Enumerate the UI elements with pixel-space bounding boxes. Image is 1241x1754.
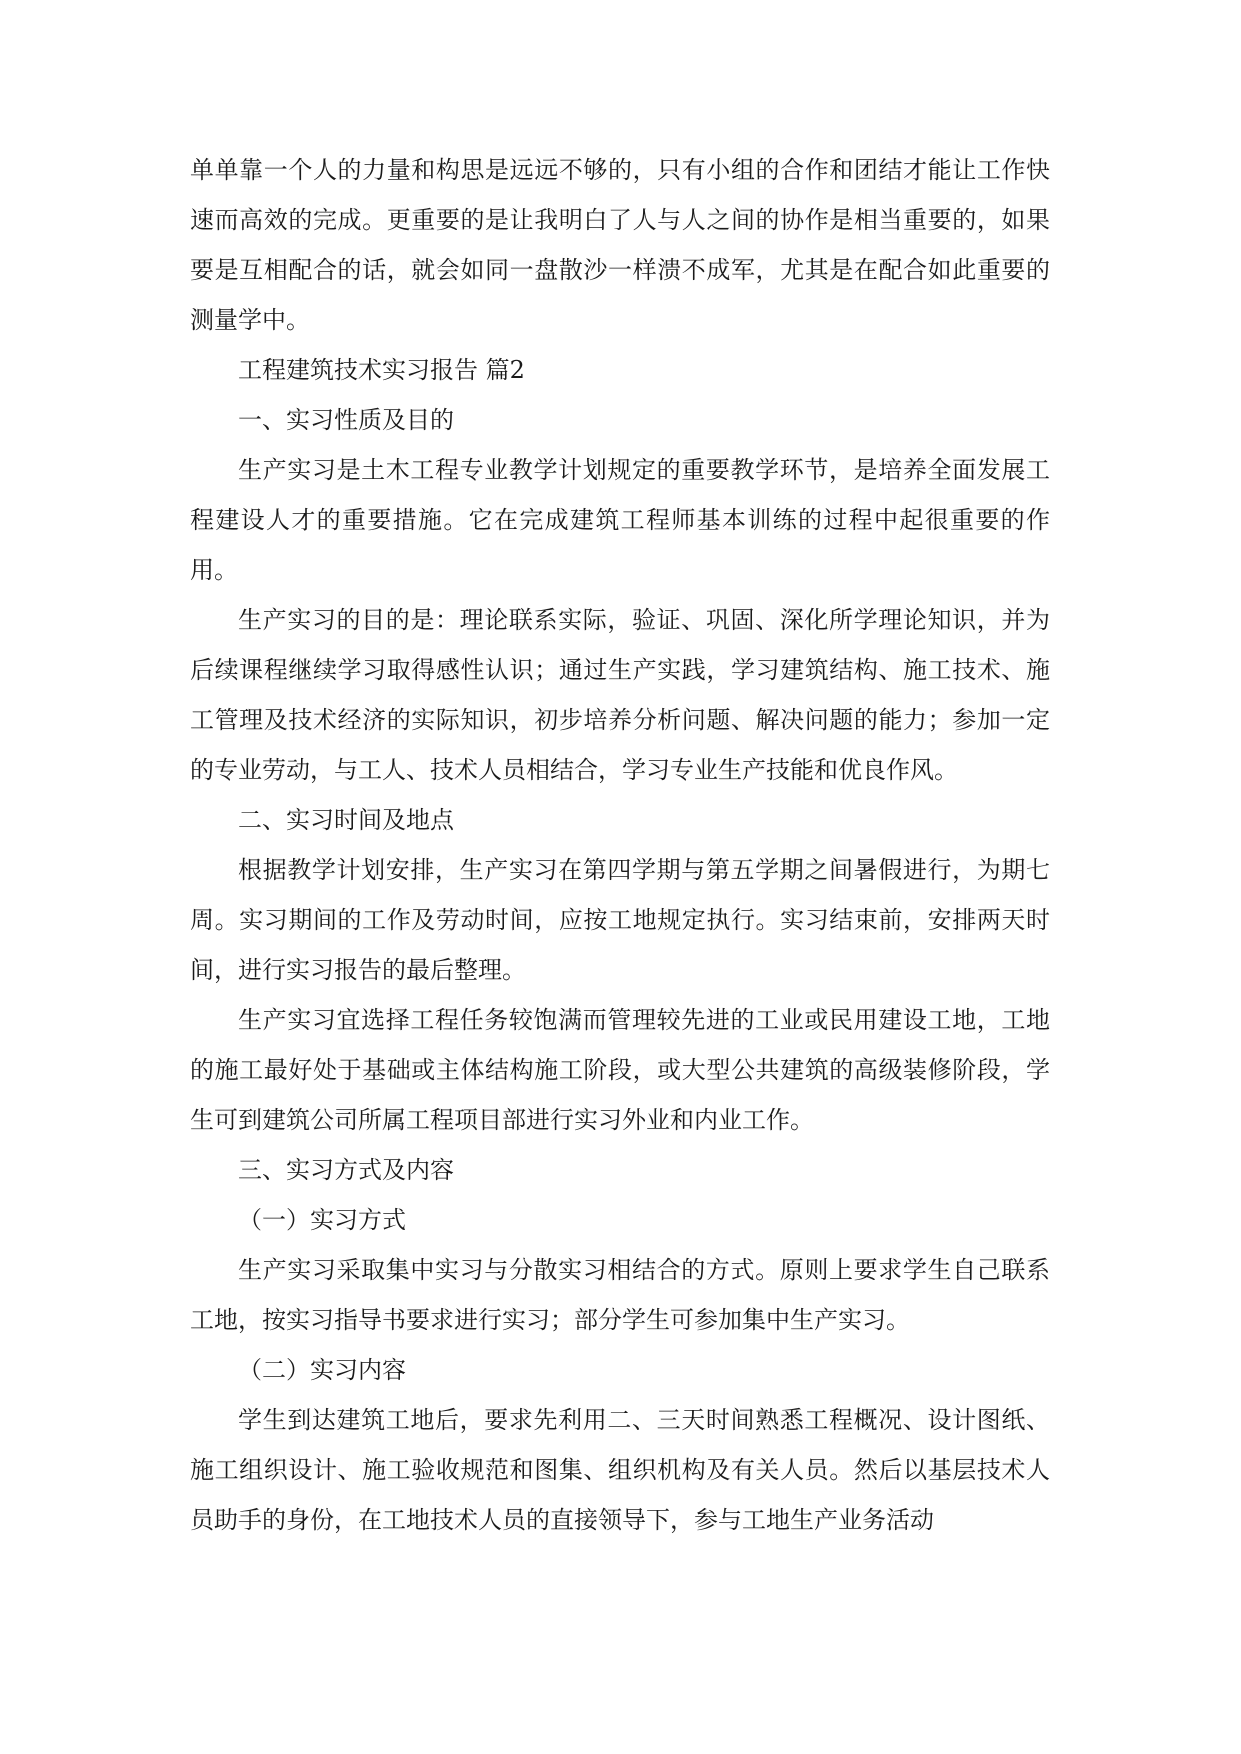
paragraph: 生产实习采取集中实习与分散实习相结合的方式。原则上要求学生自己联系工地，按实习指导书要求进行实习；部分学生可参加集中生产实习。	[190, 1256, 1050, 1334]
subsection-heading-2: （二）实习内容	[238, 1356, 406, 1384]
paragraph-continued: 单单靠一个人的力量和构思是远远不够的，只有小组的合作和团结才能让工作快速而高效的完成。更重要的是让我明白了人与人之间的协作是相当重要的，如果要是互相配合的话，就会如同一盘散沙一样溃不成军，尤其是在配合如此重要的测量学中。	[190, 156, 1050, 334]
section-heading-1: 一、实习性质及目的	[238, 406, 454, 434]
section-heading-3: 三、实习方式及内容	[238, 1156, 454, 1184]
paragraph: 根据教学计划安排，生产实习在第四学期与第五学期之间暑假进行，为期七周。实习期间的工作及劳动时间，应按工地规定执行。实习结束前，安排两天时间，进行实习报告的最后整理。	[190, 856, 1050, 984]
paragraph: 生产实习宜选择工程任务较饱满而管理较先进的工业或民用建设工地，工地的施工最好处于基础或主体结构施工阶段，或大型公共建筑的高级装修阶段，学生可到建筑公司所属工程项目部进行实习外业和内业工作。	[190, 1006, 1050, 1134]
report-title: 工程建筑技术实习报告 篇2	[238, 356, 525, 384]
document-body	[190, 145, 1050, 1545]
paragraph: 学生到达建筑工地后，要求先利用二、三天时间熟悉工程概况、设计图纸、施工组织设计、施工验收规范和图集、组织机构及有关人员。然后以基层技术人员助手的身份，在工地技术人员的直接领导下，参与工地生产业务活动	[190, 1406, 1050, 1534]
section-heading-2: 二、实习时间及地点	[238, 806, 454, 834]
paragraph: 生产实习是土木工程专业教学计划规定的重要教学环节，是培养全面发展工程建设人才的重要措施。它在完成建筑工程师基本训练的过程中起很重要的作用。	[190, 456, 1050, 584]
paragraph: 生产实习的目的是：理论联系实际，验证、巩固、深化所学理论知识，并为后续课程继续学习取得感性认识；通过生产实践，学习建筑结构、施工技术、施工管理及技术经济的实际知识，初步培养分析问题、解决问题的能力；参加一定的专业劳动，与工人、技术人员相结合，学习专业生产技能和优良作风。	[190, 606, 1050, 784]
subsection-heading-1: （一）实习方式	[238, 1206, 406, 1234]
